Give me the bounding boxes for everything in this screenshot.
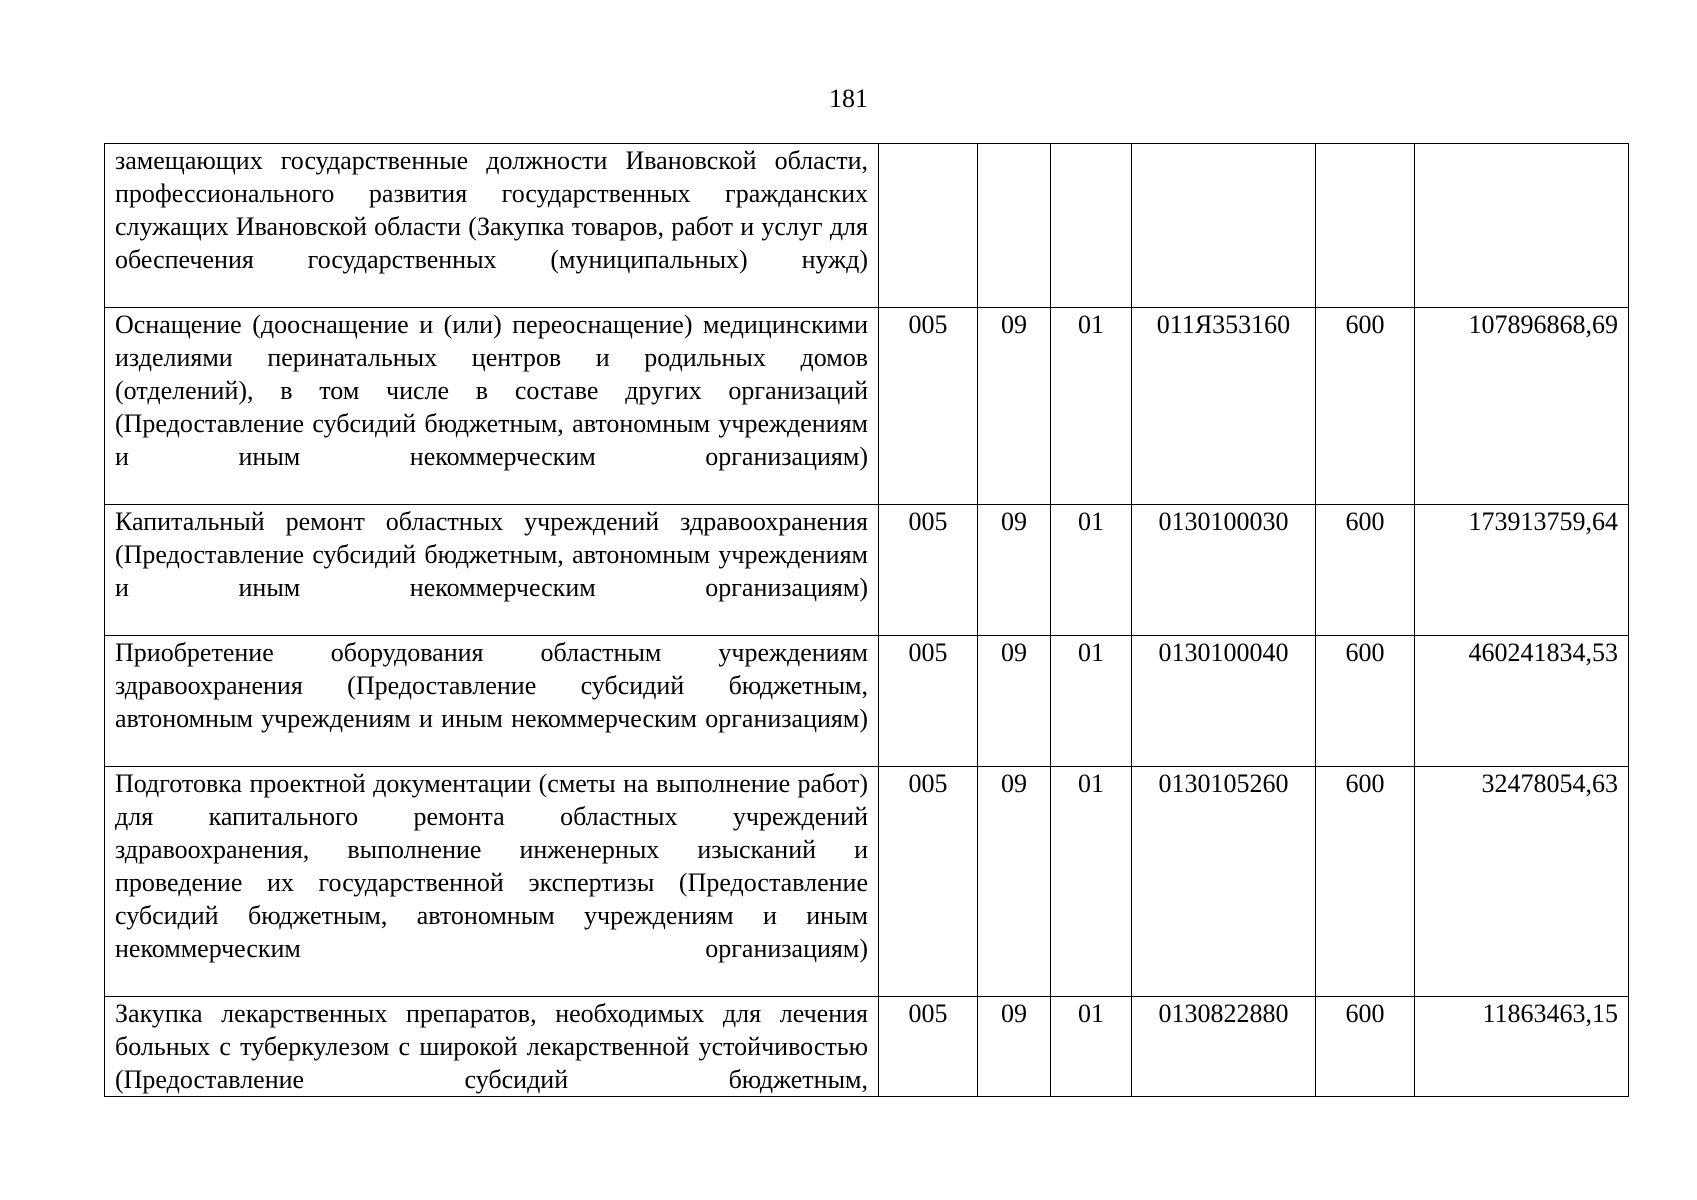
section-code: 09 xyxy=(978,505,1051,636)
expense-type-code: 600 xyxy=(1316,636,1415,767)
expense-type-code: 600 xyxy=(1316,767,1415,997)
expense-type-code: 600 xyxy=(1316,997,1415,1097)
ministry-code: 005 xyxy=(879,767,978,997)
expense-type-code: 600 xyxy=(1316,505,1415,636)
row-description: Приобретение оборудования областным учреждениям здравоохранения (Предоставление субсидий бюджетным, автономным учреждениям и иным некоммерческим организациям) xyxy=(105,636,879,767)
page-number: 181 xyxy=(829,84,868,113)
expense-type-code xyxy=(1316,144,1415,308)
ministry-code: 005 xyxy=(879,505,978,636)
target-article-code: 0130822880 xyxy=(1132,997,1316,1097)
table-row xyxy=(105,997,1629,1097)
ministry-code xyxy=(879,144,978,308)
section-code xyxy=(978,144,1051,308)
expense-type-code: 600 xyxy=(1316,308,1415,505)
amount: 460241834,53 xyxy=(1415,636,1629,767)
amount: 11863463,15 xyxy=(1415,997,1629,1097)
row-description: Подготовка проектной документации (сметы на выполнение работ) для капитального ремонта областных учреждений здравоохранения, выполнение инженерных изысканий и проведение их государственной экспертизы (Предоставление субсидий бюджетным, автономным учреждениям и иным некоммерческим организациям) xyxy=(105,767,879,997)
section-code: 09 xyxy=(978,636,1051,767)
subsection-code: 01 xyxy=(1051,636,1132,767)
target-article-code: 0130100030 xyxy=(1132,505,1316,636)
amount xyxy=(1415,144,1629,308)
table-row xyxy=(105,144,1629,308)
target-article-code: 011Я353160 xyxy=(1132,308,1316,505)
target-article-code: 0130105260 xyxy=(1132,767,1316,997)
subsection-code: 01 xyxy=(1051,997,1132,1097)
table-row xyxy=(105,308,1629,505)
subsection-code: 01 xyxy=(1051,505,1132,636)
amount: 173913759,64 xyxy=(1415,505,1629,636)
target-article-code xyxy=(1132,144,1316,308)
table-row xyxy=(105,767,1629,997)
ministry-code: 005 xyxy=(879,636,978,767)
row-description: Капитальный ремонт областных учреждений здравоохранения (Предоставление субсидий бюджетным, автономным учреждениям и иным некоммерческим организациям) xyxy=(105,505,879,636)
ministry-code: 005 xyxy=(879,997,978,1097)
row-description: замещающих государственные должности Ивановской области, профессионального развития государственных гражданских служащих Ивановской области (Закупка товаров, работ и услуг для обеспечения государственных (муниципальных) нужд) xyxy=(105,144,879,308)
amount: 32478054,63 xyxy=(1415,767,1629,997)
budget-table xyxy=(104,143,1629,1097)
target-article-code: 0130100040 xyxy=(1132,636,1316,767)
amount: 107896868,69 xyxy=(1415,308,1629,505)
row-description: Закупка лекарственных препаратов, необходимых для лечения больных с туберкулезом с широкой лекарственной устойчивостью (Предоставление субсидий бюджетным, xyxy=(105,997,879,1097)
ministry-code: 005 xyxy=(879,308,978,505)
subsection-code xyxy=(1051,144,1132,308)
section-code: 09 xyxy=(978,308,1051,505)
section-code: 09 xyxy=(978,767,1051,997)
row-description: Оснащение (дооснащение и (или) переоснащение) медицинскими изделиями перинатальных центров и родильных домов (отделений), в том числе в составе других организаций (Предоставление субсидий бюджетным, автономным учреждениям и иным некоммерческим организациям) xyxy=(105,308,879,505)
subsection-code: 01 xyxy=(1051,767,1132,997)
subsection-code: 01 xyxy=(1051,308,1132,505)
table-row xyxy=(105,505,1629,636)
section-code: 09 xyxy=(978,997,1051,1097)
table-row xyxy=(105,636,1629,767)
